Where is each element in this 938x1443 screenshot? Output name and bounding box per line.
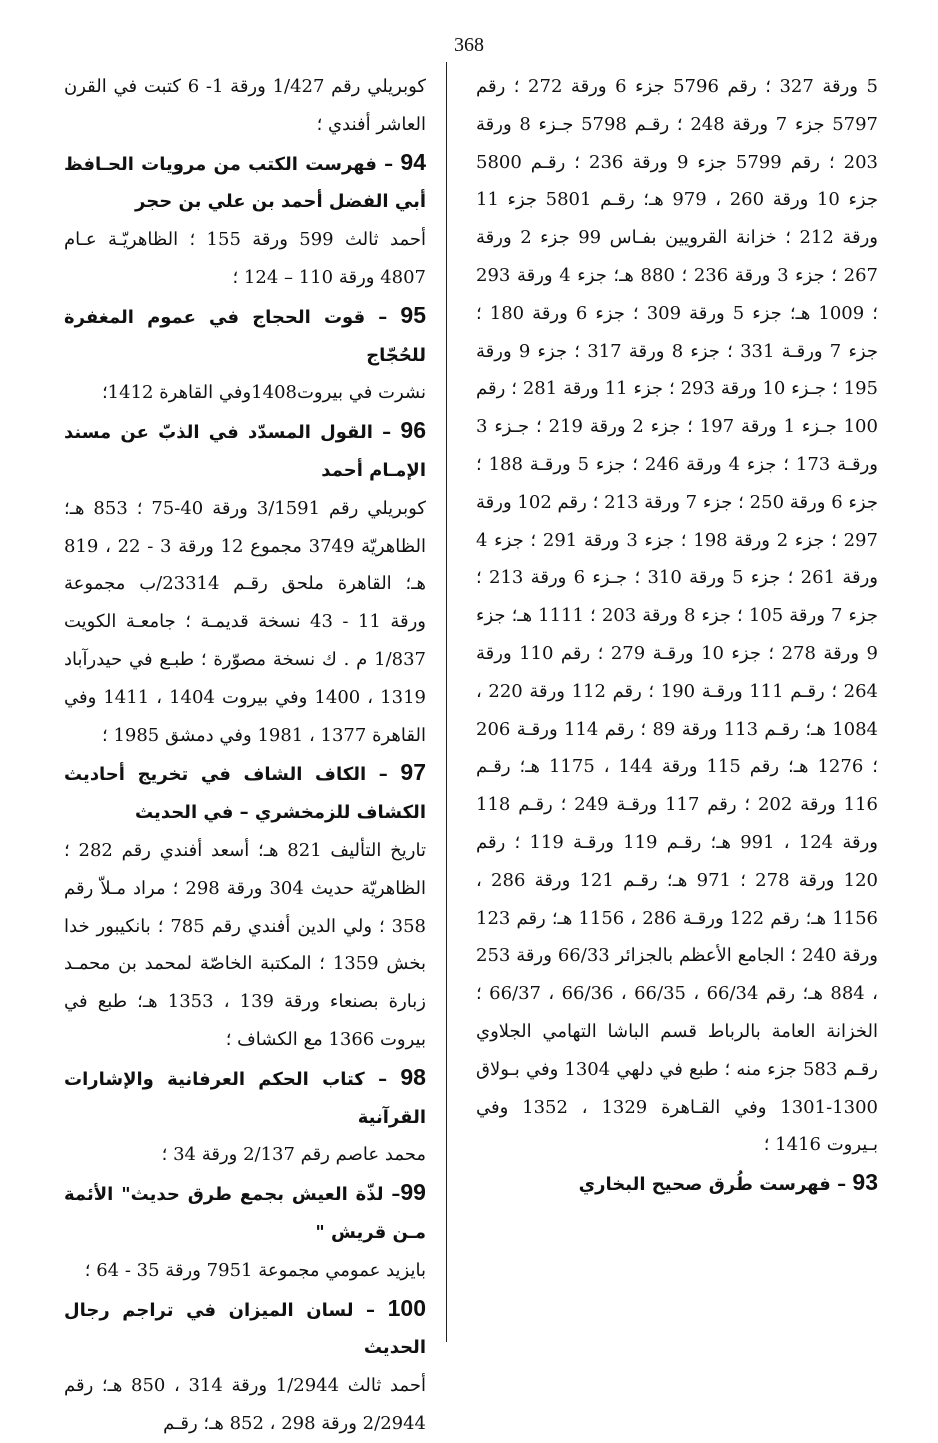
entry-98-body: محمد عاصم رقم 2/137 ورقة 34 ؛ (161, 1144, 426, 1166)
page-number: 368 (454, 34, 484, 56)
entry-94-title: فهرست الكتب من مرويات الحـافظ أبي الفضل أحمد بن علي بن حجر (64, 153, 426, 213)
entry-99-title: لذّة العيش بجمع طرق حديث" الأئمة مـن قريش " (64, 1184, 426, 1243)
entry-94-body: أحمد ثالث 599 ورقة 155 ؛ الظاهريّـة عـام 4807 ورقة 110 – 124 ؛ (64, 229, 426, 288)
entry-97-number: 97 (400, 759, 426, 786)
entry-97-title: الكاف الشاف في تخريج أحاديث الكشاف للزمخشري – في الحديث (64, 764, 426, 824)
right-column (476, 68, 878, 1308)
entry-98-heading: 98 – كتاب الحكم العرفانية والإشارات القرآنية (64, 1063, 426, 1128)
entry-96-heading: 96 – القول المسدّد في الذبّ عن مسند الإمـام أحمد (64, 417, 426, 481)
entry-99-number: 99 (400, 1179, 426, 1206)
entry-97-heading: 97 – الكاف الشاف في تخريج أحاديث الكشاف للزمخشري – في الحديث (64, 759, 426, 824)
entry-94-number: 94 (400, 148, 426, 175)
entry-95-number: 95 (400, 301, 426, 328)
entry-98-number: 98 (400, 1063, 426, 1090)
entry-100-number: 100 (387, 1294, 426, 1321)
left-column (64, 68, 426, 1434)
entry-93-title: فهرست طُرق صحيح البخاري (578, 1174, 831, 1196)
entry-93-heading: 93 – فهرست طُرق صحيح البخاري (578, 1169, 878, 1196)
entry-100-heading: 100 – لسان الميزان في تراجم رجال الحديث (64, 1294, 426, 1359)
entry-98-title: كتاب الحكم العرفانية والإشارات القرآنية (64, 1068, 426, 1128)
entry-93-number: 93 (852, 1169, 878, 1196)
right-column-text: 5 ورقة 327 ؛ رقم 5796 جزء 6 ورقة 272 ؛ رقم 5797 جزء 7 ورقة 248 ؛ رقـم 5798 جـزء 8 ورقة 203 ؛ رقم 5799 جزء 9 ورقة 236 ؛ رقـم 5800 جزء 10 ورقة 260 ، 979 هـ؛ رقـم 5801 جزء 11 ورقة 212 ؛ خزانة القرويين بفـاس 99 جزء 2 ورقة 267 ؛ جزء 3 ورقة 236 ؛ 880 هـ؛ جزء 4 ورقة 293 ؛ 1009 هـ؛ جزء 5 ورقة 309 ؛ جزء 6 ورقة 180 ؛ جزء 7 ورقـة 331 ؛ جزء 8 ورقة 317 ؛ جزء 9 ورقة 195 ؛ جـزء 10 ورقة 293 ؛ جزء 11 ورقة 281 ؛ رقم 100 جـزء 1 ورقة 197 ؛ جزء 2 ورقة 219 ؛ جـزء 3 ورقـة 173 ؛ جزء 4 ورقة 246 ؛ جزء 5 ورقـة 188 ؛ جزء 6 ورقة 250 ؛ جزء 7 ورقة 213 ؛ رقم 102 ورقة 297 ؛ جزء 2 ورقة 198 ؛ جزء 3 ورقة 291 ؛ جزء 4 ورقة 261 ؛ جزء 5 ورقة 310 ؛ جـزء 6 ورقة 213 ؛ جزء 7 ورقة 105 ؛ جزء 8 ورقة 203 ؛ 1111 هـ؛ جزء 9 ورقة 278 ؛ جزء 10 ورقـة 279 ؛ رقم 110 ورقة 264 ؛ رقـم 111 ورقـة 190 ؛ رقم 112 ورقة 220 ، 1084 هـ؛ رقـم 113 ورقة 89 ؛ رقم 114 ورقـة 206 ؛ 1276 هـ؛ رقم 115 ورقة 144 ، 1175 هـ؛ رقـم 116 ورقة 202 ؛ رقم 117 ورقـة 249 ؛ رقـم 118 ورقة 124 ، 991 هـ؛ رقـم 119 ورقـة 119 ؛ رقم 120 ورقة 278 ؛ 971 هـ؛ رقـم 121 ورقة 286 ، 1156 هـ؛ رقم 122 ورقـة 286 ، 1156 هـ؛ رقم 123 ورقة 240 ؛ الجامع الأعظم بالجزائر 66/33 ورقة 253 ، 884 هـ؛ رقم 66/34 ، 66/35 ، 66/36 ، 66/37 ؛ الخزانة العامة بالرباط قسم الباشا التهامي الجلاوي رقـم 583 جزء منه ؛ طبع في دلهي 1304 وفي بـولاق 1300-1301 وفي القـاهرة 1329 ، 1352 وفي بـيروت 1416 ؛ (476, 76, 879, 1156)
entry-95-title: قوت الحجاج في عموم المغفرة للحُجّاج (64, 306, 426, 366)
column-divider (446, 62, 447, 1342)
entry-94-heading: 94 – فهرست الكتب من مرويات الحـافظ أبي الفضل أحمد بن علي بن حجر (64, 148, 426, 213)
entry-95-body: نشرت في بيروت1408وفي القاهرة 1412؛ (101, 382, 426, 404)
entry-95-heading: 95 – قوت الحجاج في عموم المغفرة للحُجّاج (64, 301, 426, 366)
entry-97-body: تاريخ التأليف 821 هـ؛ أسعد أفندي رقم 282 ؛ الظاهريّة حديث 304 ورقة 298 ؛ مراد مـلاّ رقم 358 ؛ ولي الدين أفندي رقم 785 ؛ بانكيبور خدا بخش 1359 ؛ المكتبة الخاصّة لمحمد بن محمـد زبارة بصنعاء ورقة 139 ، 1353 هـ؛ طبع في بيروت 1366 مع الكشاف ؛ (64, 839, 426, 1050)
entry-99-body: بايزيد عمومي مجموعة 7951 ورقة 35 - 64 ؛ (84, 1259, 426, 1281)
entry-100-body: أحمد ثالث 1/2944 ورقة 314 ، 850 هـ؛ رقم 2/2944 ورقة 298 ، 852 هـ؛ رقـم (64, 1375, 426, 1434)
entry-99-heading: 99– لذّة العيش بجمع طرق حديث" الأئمة مـن قريش " (64, 1179, 426, 1243)
entry-100-title: لسان الميزان في تراجم رجال الحديث (64, 1299, 426, 1359)
entry-96-body: كوبريلي رقم 3/1591 ورقة 40-75 ؛ 853 هـ؛ الظاهريّة 3749 مجموع 12 ورقة 3 - 22 ، 819 هـ؛ القاهرة ملحق رقـم 23314/ب مجموعة ورقة 11 - 43 نسخة قديمـة ؛ جامعـة الكويت 1/837 م . ك نسخة مصوّرة ؛ طبـع في حيدرآباد 1319 ، 1400 وفي بيروت 1404 ، 1411 وفي القاهرة 1377 ، 1981 وفي دمشق 1985 ؛ (64, 497, 426, 746)
entry-96-title: القول المسدّد في الذبّ عن مسند الإمـام أحمد (64, 422, 426, 481)
left-intro-text: كوبريلي رقم 1/427 ورقة 1- 6 كتبت في القرن العاشر أفندي ؛ (64, 76, 426, 135)
entry-96-number: 96 (400, 417, 426, 444)
